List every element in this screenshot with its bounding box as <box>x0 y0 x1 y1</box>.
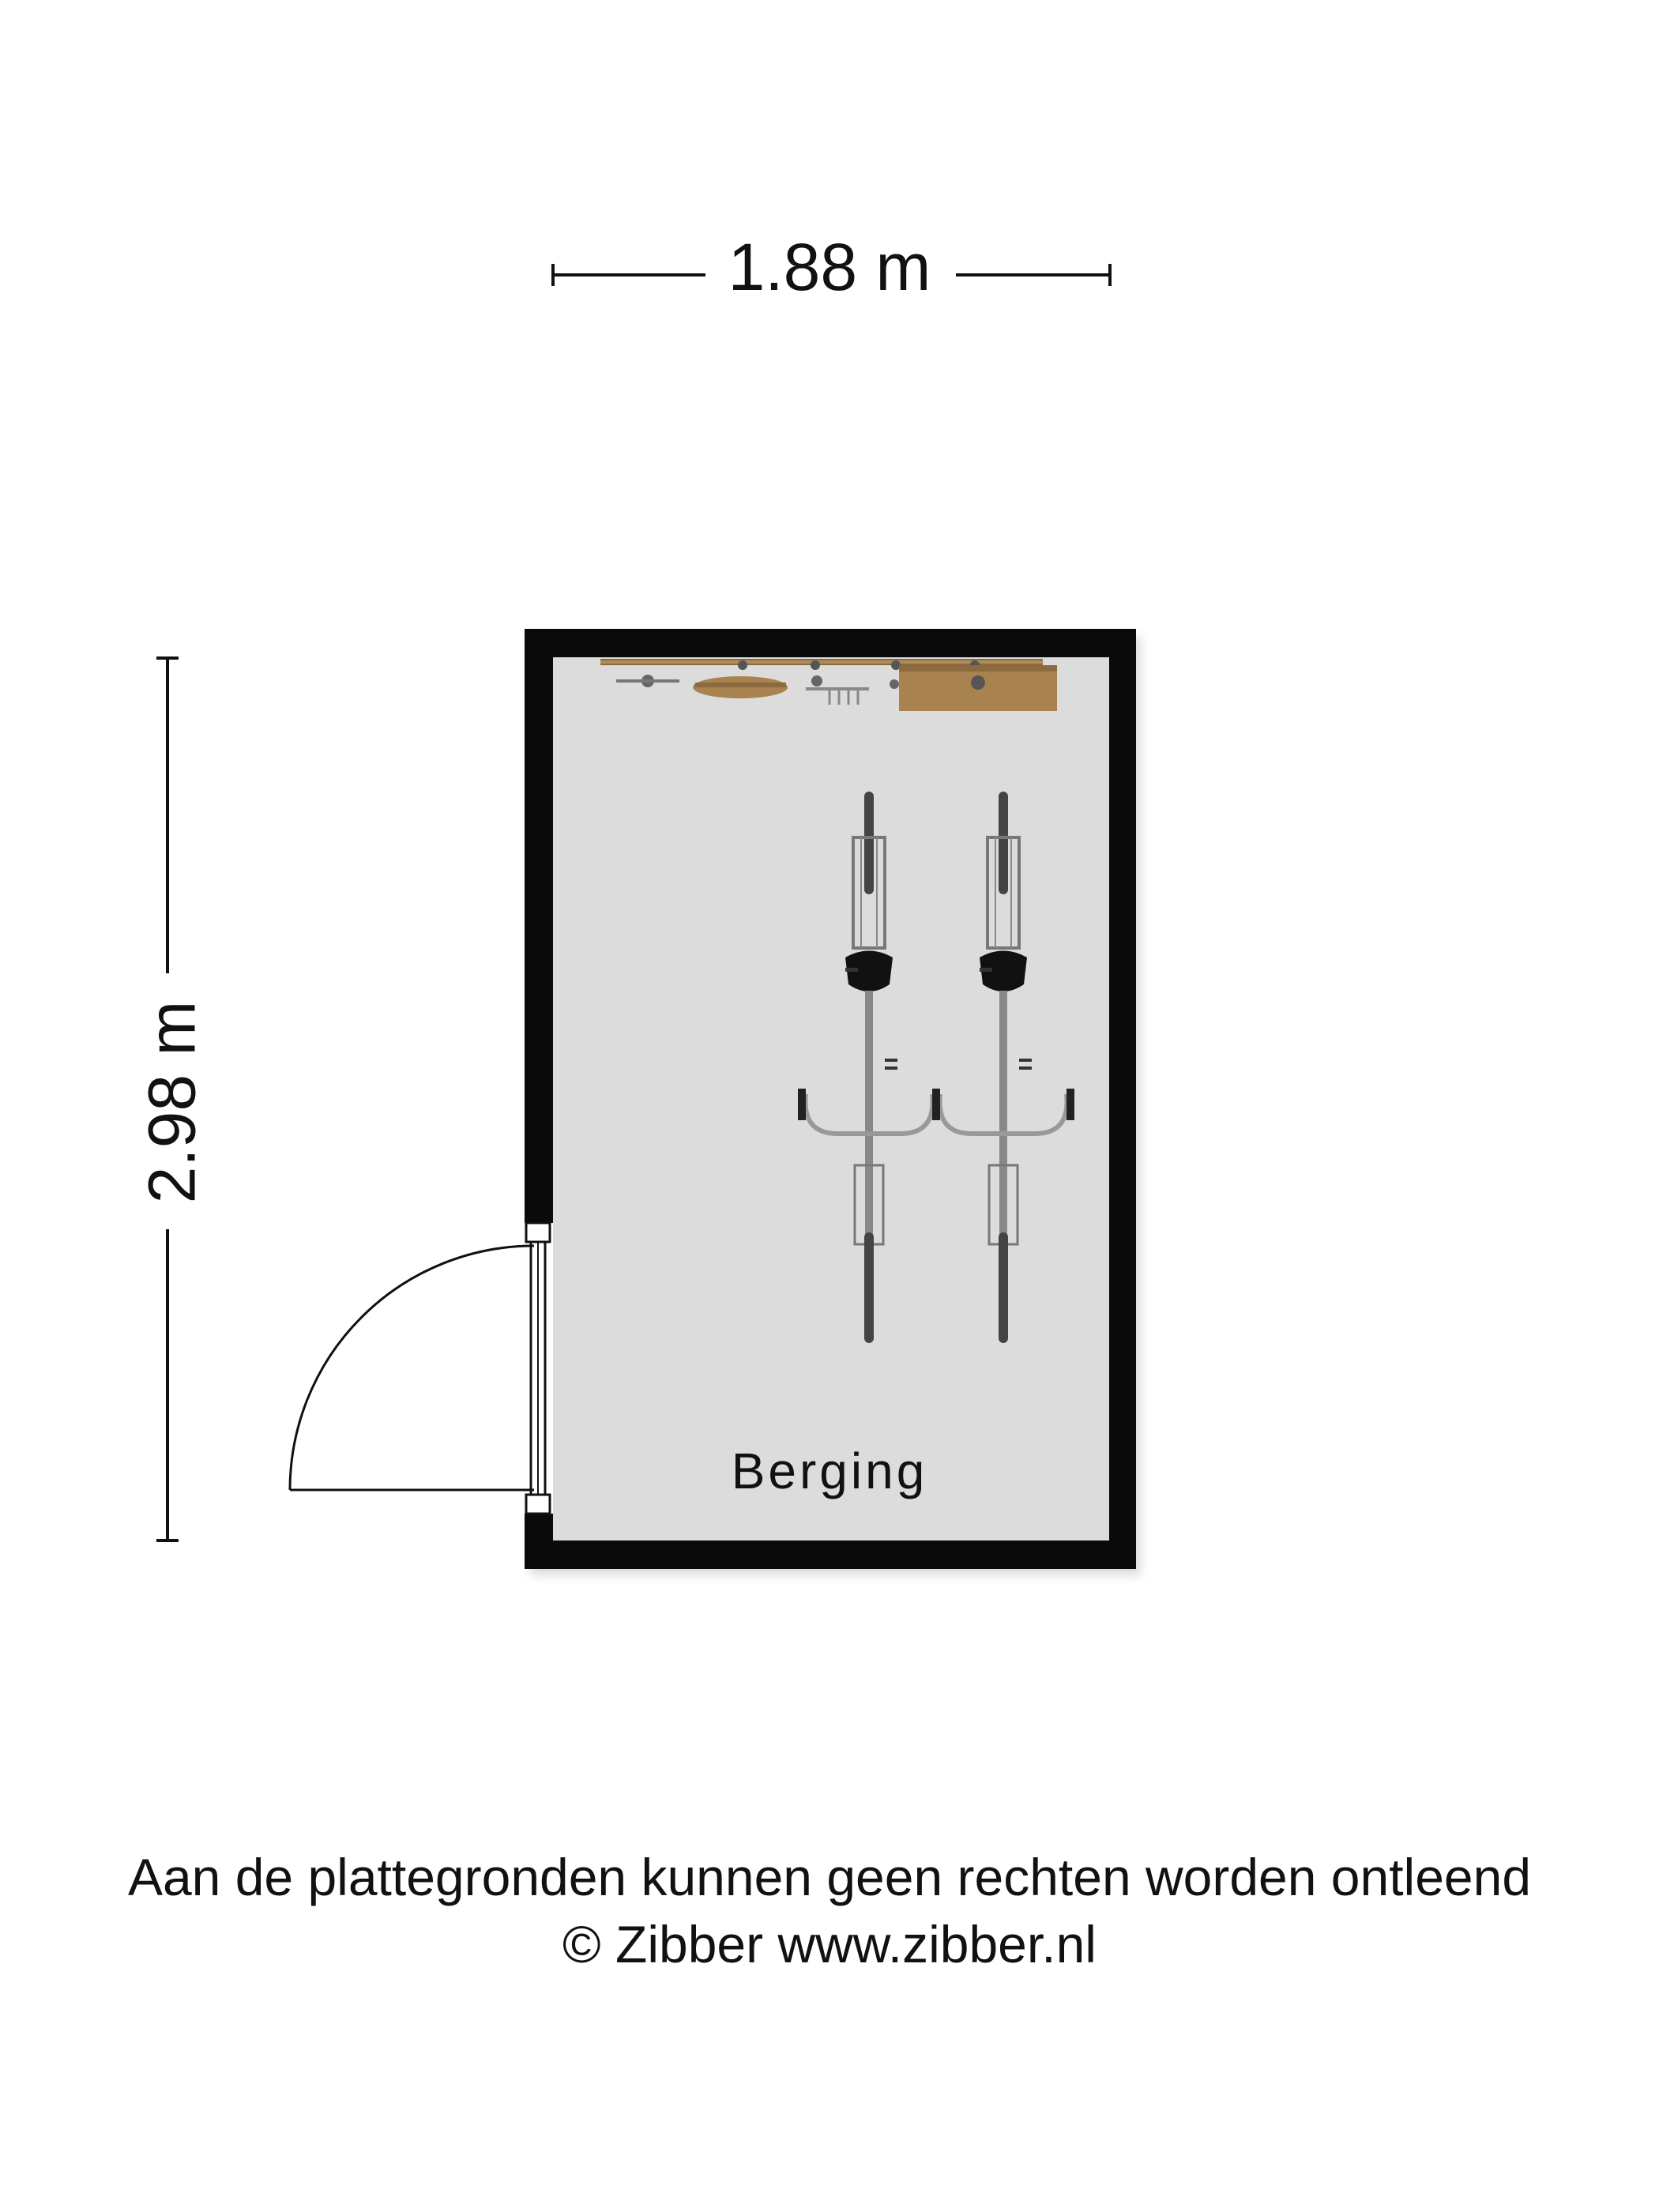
room-walls <box>525 629 1136 1569</box>
copyright-text: © Zibber www.zibber.nl <box>562 1915 1097 1973</box>
width-dimension-label: 1.88 m <box>728 230 931 304</box>
disclaimer-text: Aan de plattegronden kunnen geen rechten worden ontleend <box>127 1848 1532 1906</box>
height-dimension-label: 2.98 m <box>134 1000 209 1204</box>
shelf <box>899 665 1057 711</box>
room-label: Berging <box>731 1443 928 1499</box>
